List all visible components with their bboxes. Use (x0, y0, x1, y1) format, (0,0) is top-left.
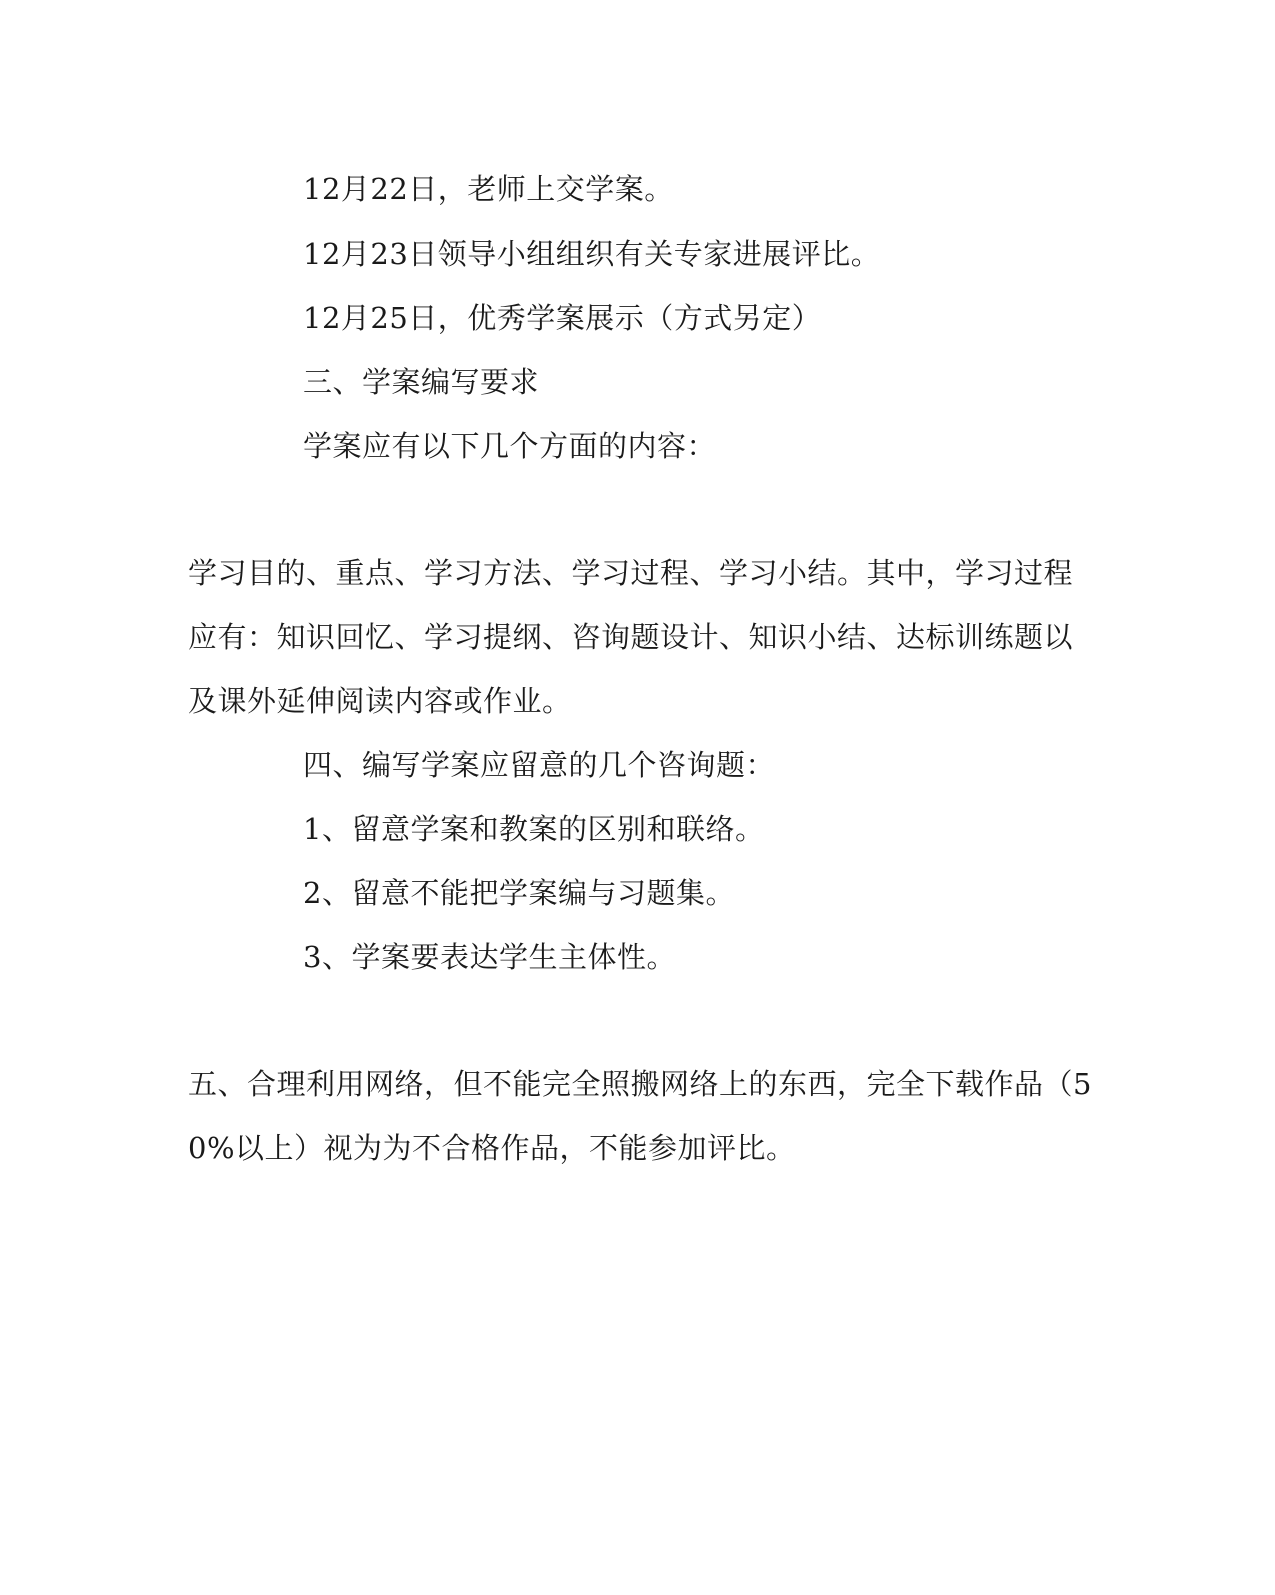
section-heading-3: 三、学案编写要求 (303, 365, 540, 399)
schedule-line-dec22: 12月22日，老师上交学案。 (303, 172, 674, 206)
paragraph-body-line-3: 及课外延伸阅读内容或作业。 (188, 684, 572, 718)
section-heading-4: 四、编写学案应留意的几个咨询题： (303, 748, 776, 782)
section-5-line-2: 0%以上）视为为不合格作品，不能参加评比。 (188, 1131, 796, 1165)
paragraph-intro: 学案应有以下几个方面的内容： (303, 429, 717, 463)
list-item-1: 1、留意学案和教案的区别和联络。 (303, 812, 765, 846)
paragraph-body-line-2: 应有：知识回忆、学习提纲、咨询题设计、知识小结、达标训练题以 (188, 620, 1074, 654)
schedule-line-dec23: 12月23日领导小组组织有关专家进展评比。 (303, 237, 881, 271)
list-item-3: 3、学案要表达学生主体性。 (303, 940, 676, 974)
paragraph-body-line-1: 学习目的、重点、学习方法、学习过程、学习小结。其中，学习过程 (188, 556, 1074, 590)
section-5-line-1: 五、合理利用网络，但不能完全照搬网络上的东西，完全下载作品（5 (188, 1067, 1092, 1101)
schedule-line-dec25: 12月25日，优秀学案展示（方式另定） (303, 301, 822, 335)
list-item-2: 2、留意不能把学案编与习题集。 (303, 876, 735, 910)
